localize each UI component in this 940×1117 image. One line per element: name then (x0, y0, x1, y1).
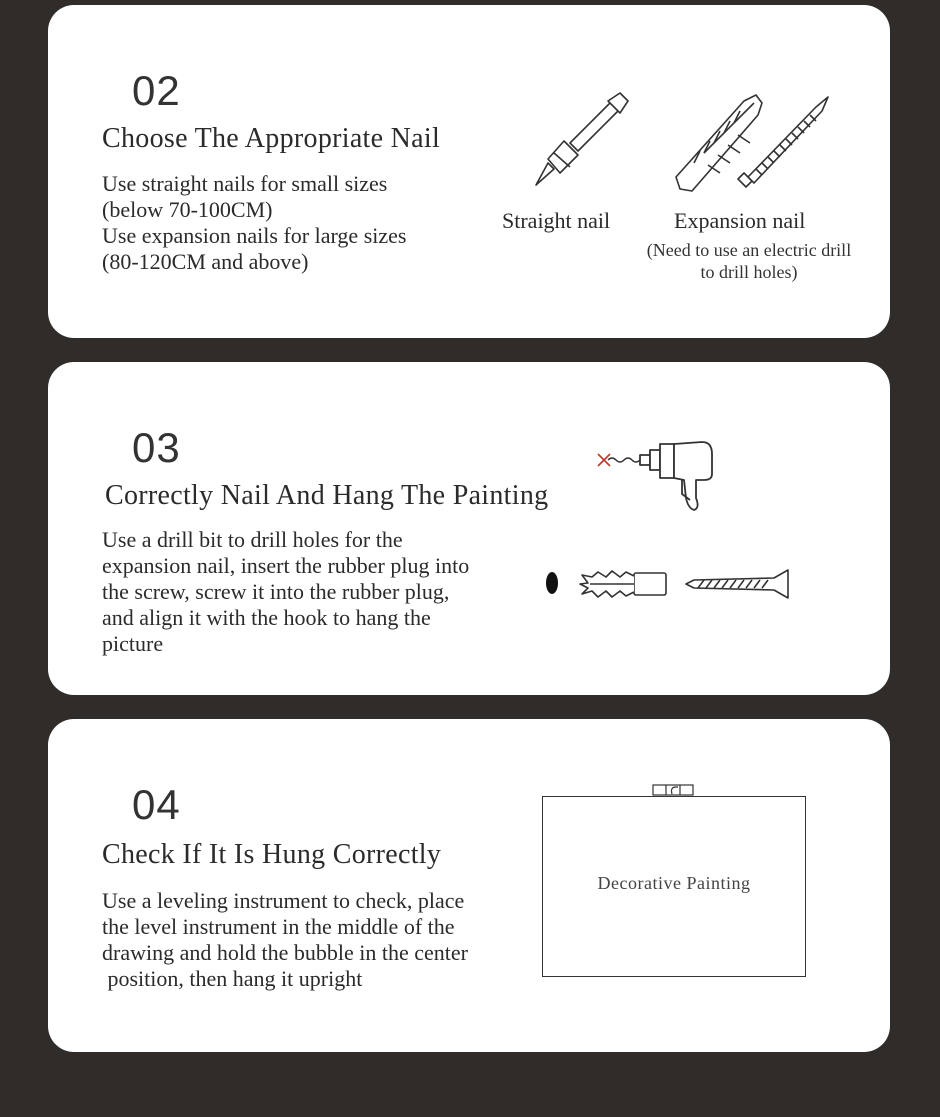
note-line: (Need to use an electric drill (646, 240, 852, 260)
step-card-04 (48, 719, 890, 1052)
description-line: (80-120CM and above) (102, 249, 309, 274)
hook-icon (652, 783, 696, 797)
description-line: Use straight nails for small sizes (102, 171, 388, 196)
electric-drill-icon (596, 438, 716, 518)
drill-note (626, 239, 872, 283)
straight-nail-label: Straight nail (502, 208, 611, 233)
description-line: (below 70-100CM) (102, 197, 273, 222)
description-line: the screw, screw it into the rubber plug, (102, 579, 450, 604)
rubber-plug-icon (578, 568, 670, 600)
step-number: 04 (132, 781, 181, 828)
step-title: Choose The Appropriate Nail (102, 123, 441, 154)
step-number: 03 (132, 424, 181, 471)
straight-nail-icon (534, 95, 634, 195)
step-description (102, 888, 468, 992)
step-card-03 (48, 362, 890, 695)
description-line: the level instrument in the middle of the (102, 914, 455, 939)
expansion-nail-label: Expansion nail (674, 208, 806, 233)
decorative-painting-frame (542, 796, 806, 977)
step-title: Check If It Is Hung Correctly (102, 839, 442, 870)
description-line: Use expansion nails for large sizes (102, 223, 407, 248)
description-line: position, then hang it upright (102, 966, 363, 991)
description-line: and align it with the hook to hang the (102, 605, 431, 630)
drill-hole-icon (544, 570, 564, 598)
description-line: picture (102, 631, 164, 656)
step-card-02 (48, 5, 890, 338)
step-title: Correctly Nail And Hang The Painting (105, 480, 549, 511)
description-line: drawing and hold the bubble in the center (102, 940, 468, 965)
description-line: expansion nail, insert the rubber plug into (102, 553, 470, 578)
screw-icon (732, 95, 832, 195)
screw-icon (684, 568, 794, 602)
step-description (102, 527, 469, 657)
note-line: to drill holes) (700, 262, 798, 282)
frame-label: Decorative Painting (597, 873, 751, 893)
step-number: 02 (132, 67, 181, 114)
step-description (102, 171, 406, 275)
description-line: Use a leveling instrument to check, place (102, 888, 465, 913)
description-line: Use a drill bit to drill holes for the (102, 527, 403, 552)
